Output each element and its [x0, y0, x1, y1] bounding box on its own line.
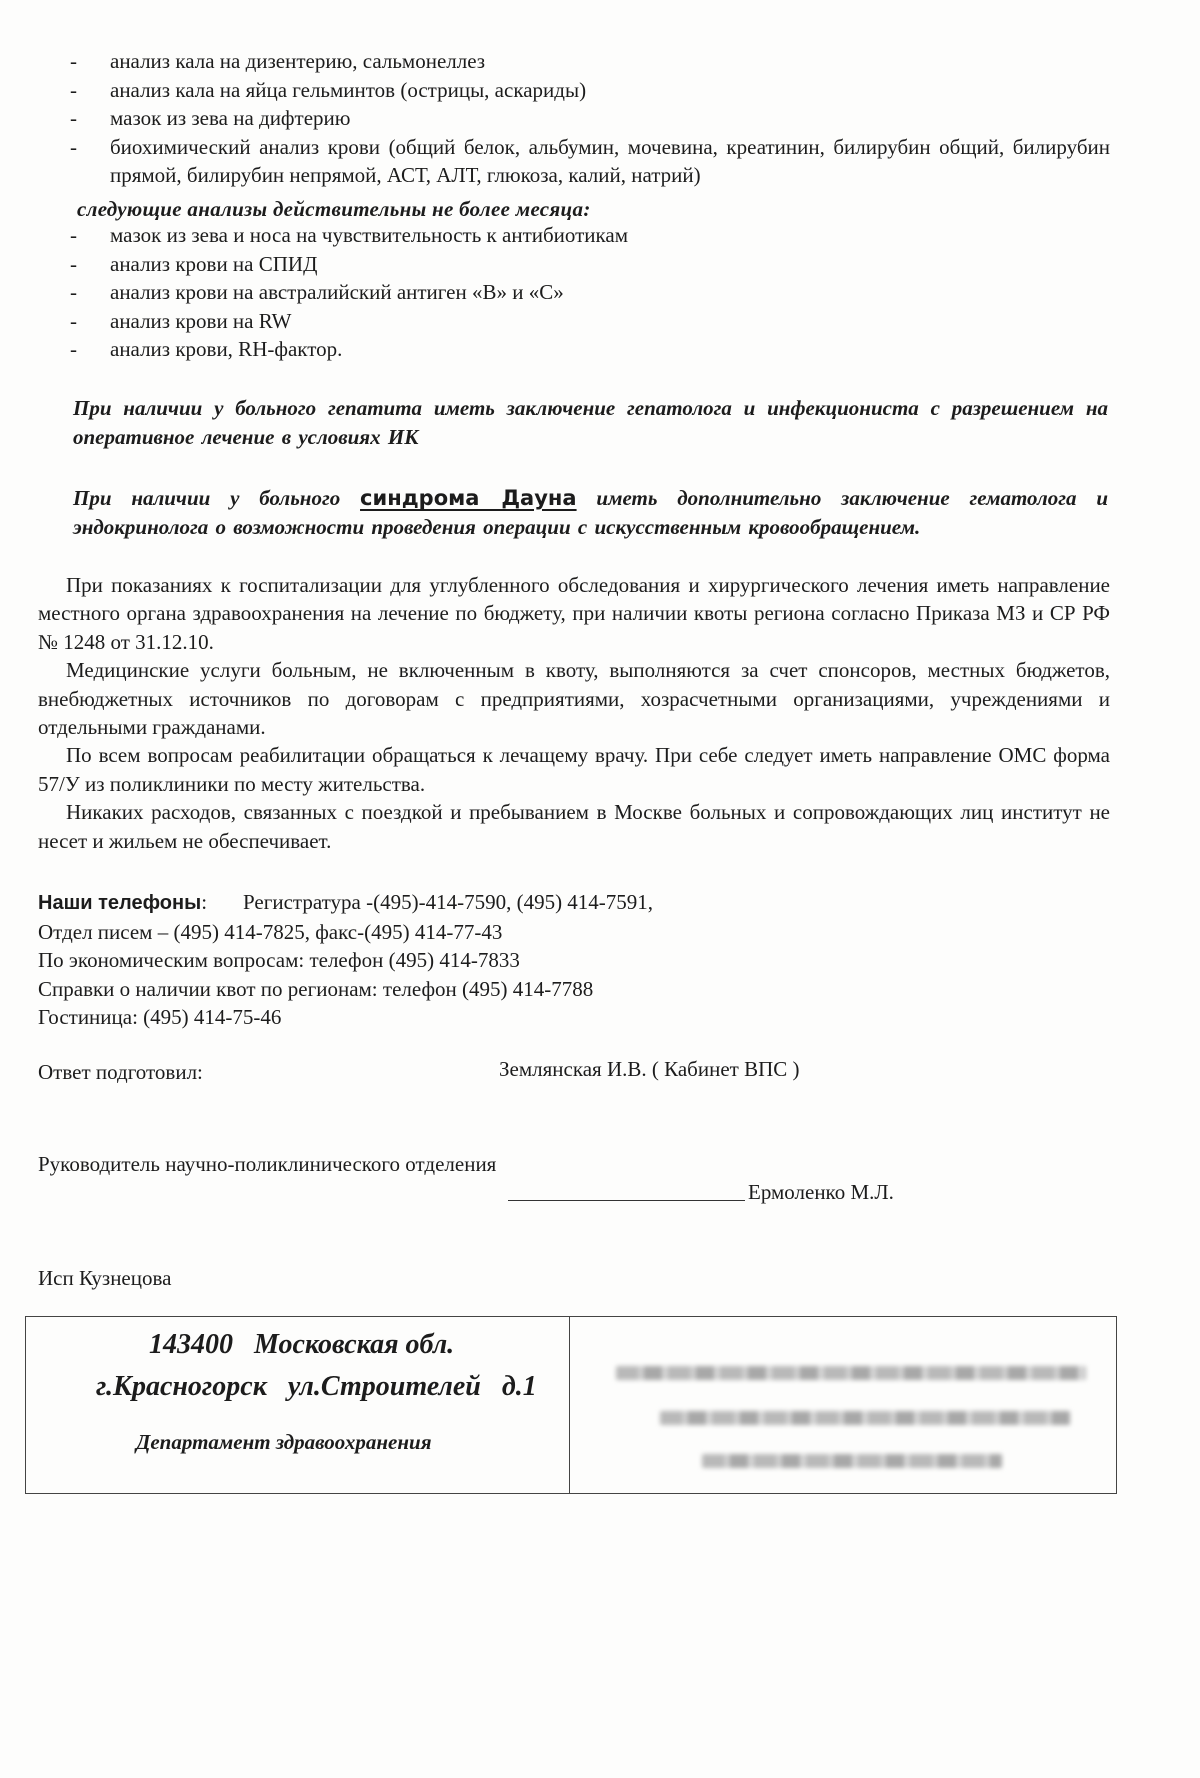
list-item: - анализ крови на RW [70, 308, 292, 333]
paragraph: Медицинские услуги больным, не включенным в квоту, выполняются за счет спонсоров, местных бюджетов, внебюджетных источников по договорам с предприятиями, хозрасчетными организациями, учреждениями и отдельными гражданами. [38, 658, 1110, 740]
redacted-text-bar [616, 1366, 1086, 1380]
phones-hotel-row: Гостиница: (495) 414-75-46 [38, 1005, 282, 1029]
address-divider [569, 1317, 570, 1493]
paragraph: Никаких расходов, связанных с поездкой и пребыванием в Москве больных и сопровождающих лиц институт не несет и жильем не обеспечивает. [38, 800, 1110, 853]
month-validity-heading: следующие анализы действительны не более месяца: [77, 197, 591, 221]
prepared-by-name: Землянская И.В. ( Кабинет ВПС ) [499, 1057, 800, 1081]
head-name: Ермоленко М.Л. [748, 1180, 894, 1204]
down-syndrome-notice: При наличии у больного синдрома Дауна иметь дополнительно заключение гематолога и эндокринолога о возможности проведения операции с искусственным кровообращением. [73, 486, 1109, 539]
list-item: - анализ крови на австралийский антиген «В» и «С» [70, 280, 564, 304]
signature-line [508, 1200, 745, 1201]
phones-quotas-row: Справки о наличии квот по регионам: телефон (495) 414-7788 [38, 976, 594, 1001]
phones-letters-row: Отдел писем – (495) 414-7825, факс-(495) 414-77-43 [38, 919, 503, 944]
hepatitis-notice: При наличии у больного гепатита иметь заключение гепатолога и инфекциониста с разрешением на оперативное лечение в условиях ИК [73, 396, 1108, 449]
list-item: - мазок из зева и носа на чувствительность к антибиотикам [70, 223, 629, 247]
list-item: - анализ крови, RH-фактор. [70, 337, 343, 361]
paragraph: При показаниях к госпитализации для углубленного обследования и хирургического лечения иметь направление местного органа здравоохранения на лечение по бюджету, при наличии квоты региона согласно Приказа МЗ и СР РФ № 1248 от 31.12.10. [38, 573, 1110, 654]
down-syndrome-emphasis: синдрома Дауна [360, 486, 577, 510]
address-line-2: г.Красногорск ул.Строителей д.1 [96, 1371, 537, 1402]
redacted-text-bar [660, 1411, 1070, 1425]
list-item: - анализ кала на яйца гельминтов (острицы, аскариды) [70, 77, 587, 102]
conditions-text [38, 571, 1110, 855]
executor: Исп Кузнецова [38, 1266, 172, 1290]
phones-label: Наши телефоны [38, 892, 202, 914]
phones-block [38, 888, 938, 1032]
list-item: - анализ кала на дизентерию, сальмонеллез [70, 49, 486, 73]
address-block [25, 1316, 1117, 1494]
analyses-list-1 [70, 47, 1110, 190]
list-item: - мазок из зева на дифтерию [70, 106, 351, 130]
address-department: Департамент здравоохранения [136, 1430, 432, 1454]
paragraph: По всем вопросам реабилитации обращаться к лечащему врачу. При себе следует иметь направление ОМС форма 57/У из поликлиники по месту жительства. [38, 743, 1110, 796]
prepared-by-label: Ответ подготовил: [38, 1060, 203, 1084]
analyses-list-2 [70, 221, 1110, 364]
list-item: - биохимический анализ крови (общий белок, альбумин, мочевина, креатинин, билирубин общий, билирубин прямой, билирубин непрямой, АСТ, АЛТ, глюкоза, калий, натрий) [70, 134, 1110, 187]
list-item: - анализ крови на СПИД [70, 251, 318, 276]
head-title: Руководитель научно-поликлинического отделения [38, 1152, 497, 1176]
address-line-1: 143400 Московская обл. [149, 1329, 455, 1360]
phones-economic-row: По экономическим вопросам: телефон (495) 414-7833 [38, 948, 520, 972]
phones-registry-row: Наши телефоны: Регистратура -(495)-414-7590, (495) 414-7591, [38, 890, 654, 914]
redacted-text-bar [702, 1454, 1002, 1468]
